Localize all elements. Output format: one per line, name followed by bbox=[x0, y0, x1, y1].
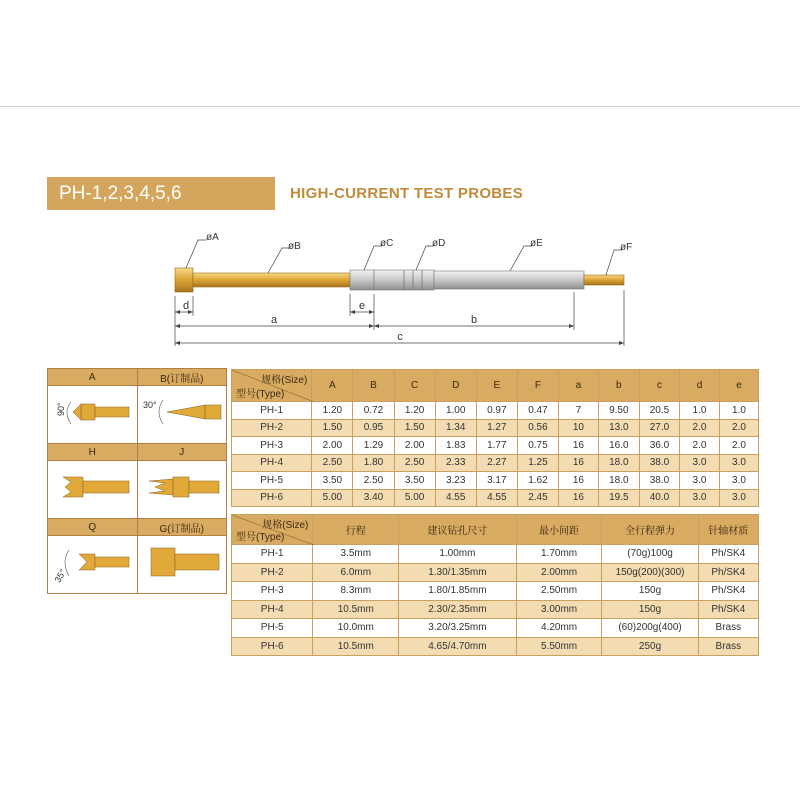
table-row bbox=[232, 582, 759, 601]
tip-b-angle: 30° bbox=[142, 400, 157, 410]
spec_table-col-header: b bbox=[598, 370, 639, 402]
table-row bbox=[232, 454, 759, 472]
table-row bbox=[232, 489, 759, 507]
performance-spec-table bbox=[231, 514, 759, 656]
table-cell: 2.00mm bbox=[516, 563, 602, 582]
table-cell: 36.0 bbox=[639, 437, 679, 455]
table-cell: 1.70mm bbox=[516, 545, 602, 564]
perf_table-col-header: 全行程弹力 bbox=[602, 515, 698, 545]
table-cell: 1.30/1.35mm bbox=[399, 563, 517, 582]
perf-corner-size: 规格(Size) bbox=[262, 520, 309, 531]
table-cell: 1.83 bbox=[435, 437, 476, 455]
table-cell: Ph/SK4 bbox=[698, 545, 758, 564]
table-cell: 0.56 bbox=[517, 419, 558, 437]
table-cell: 3.20/3.25mm bbox=[399, 619, 517, 638]
tip-j-image bbox=[137, 461, 227, 519]
table-cell: 10.5mm bbox=[313, 637, 399, 656]
table-cell: 3.23 bbox=[435, 472, 476, 490]
table-cell: 1.00 bbox=[435, 402, 476, 420]
row-type: PH-3 bbox=[232, 437, 312, 455]
row-type: PH-4 bbox=[232, 454, 312, 472]
table-cell: 1.25 bbox=[517, 454, 558, 472]
table-cell: 2.0 bbox=[680, 419, 720, 437]
table-cell: 10.0mm bbox=[313, 619, 399, 638]
perf-corner-type: 型号(Type) bbox=[236, 532, 285, 543]
spec_table-col-header: C bbox=[394, 370, 435, 402]
spec_table-col-header: D bbox=[435, 370, 476, 402]
label-f: øF bbox=[620, 242, 633, 253]
table-cell: 1.80/1.85mm bbox=[399, 582, 517, 601]
table-cell: 0.75 bbox=[517, 437, 558, 455]
spec_table-col-header: B bbox=[353, 370, 394, 402]
table-cell: 16 bbox=[558, 489, 598, 507]
table-cell: 10 bbox=[558, 419, 598, 437]
table-cell: 1.0 bbox=[680, 402, 720, 420]
table-cell: 16 bbox=[558, 454, 598, 472]
table-row bbox=[232, 472, 759, 490]
spec_table-col-header: c bbox=[639, 370, 679, 402]
tip-label-g: G(订制品) bbox=[137, 519, 227, 536]
row-type: PH-6 bbox=[232, 489, 312, 507]
spec-corner-size: 规格(Size) bbox=[261, 375, 308, 386]
label-e: øE bbox=[530, 238, 543, 249]
dimension-spec-table bbox=[231, 369, 759, 507]
row-type: PH-1 bbox=[232, 402, 312, 420]
table-cell: 1.50 bbox=[312, 419, 353, 437]
table-cell: 5.50mm bbox=[516, 637, 602, 656]
tip-a-angle: 90° bbox=[56, 402, 67, 416]
table-cell: (70g)100g bbox=[602, 545, 698, 564]
table-cell: 1.0 bbox=[719, 402, 758, 420]
table-cell: 2.50 bbox=[394, 454, 435, 472]
dim-a: a bbox=[270, 314, 278, 326]
row-type: PH-5 bbox=[232, 619, 313, 638]
table-row bbox=[232, 600, 759, 619]
table-cell: 3.0 bbox=[680, 489, 720, 507]
table-cell: (60)200g(400) bbox=[602, 619, 698, 638]
table-cell: 7 bbox=[558, 402, 598, 420]
tip-q-angle: 35° bbox=[52, 567, 69, 585]
table-cell: 13.0 bbox=[598, 419, 639, 437]
tip-g-image bbox=[137, 536, 227, 594]
table-cell: 2.0 bbox=[719, 437, 758, 455]
table-row bbox=[232, 419, 759, 437]
table-cell: 3.5mm bbox=[313, 545, 399, 564]
table-cell: 38.0 bbox=[639, 454, 679, 472]
table-cell: 2.27 bbox=[476, 454, 517, 472]
table-cell: 16.0 bbox=[598, 437, 639, 455]
row-type: PH-2 bbox=[232, 419, 312, 437]
table-cell: 8.3mm bbox=[313, 582, 399, 601]
row-type: PH-1 bbox=[232, 545, 313, 564]
table-cell: 16 bbox=[558, 472, 598, 490]
table-cell: Brass bbox=[698, 637, 758, 656]
row-type: PH-6 bbox=[232, 637, 313, 656]
spec-corner-header bbox=[232, 370, 312, 402]
spec-corner-type: 型号(Type) bbox=[236, 389, 285, 400]
tip-label-q: Q bbox=[48, 519, 138, 536]
table-cell: Ph/SK4 bbox=[698, 600, 758, 619]
tip-label-j: J bbox=[137, 444, 227, 461]
table-row bbox=[232, 437, 759, 455]
table-row bbox=[232, 619, 759, 638]
table-cell: 1.50 bbox=[394, 419, 435, 437]
table-cell: 2.00 bbox=[312, 437, 353, 455]
table-cell: 150g(200)(300) bbox=[602, 563, 698, 582]
table-cell: 3.0 bbox=[719, 454, 758, 472]
dim-d: d bbox=[182, 300, 190, 312]
table-cell: 0.72 bbox=[353, 402, 394, 420]
tip-styles-grid bbox=[47, 368, 227, 594]
table-cell: 2.50 bbox=[312, 454, 353, 472]
table-row bbox=[232, 545, 759, 564]
spec_table-col-header: e bbox=[719, 370, 758, 402]
table-cell: 1.34 bbox=[435, 419, 476, 437]
table-cell: 6.0mm bbox=[313, 563, 399, 582]
table-cell: 3.17 bbox=[476, 472, 517, 490]
table-cell: 2.00 bbox=[394, 437, 435, 455]
probe-tail-f bbox=[584, 275, 624, 285]
table-cell: 1.62 bbox=[517, 472, 558, 490]
table-cell: 3.0 bbox=[719, 472, 758, 490]
table-cell: Ph/SK4 bbox=[698, 582, 758, 601]
table-cell: 0.47 bbox=[517, 402, 558, 420]
perf_table-col-header: 建议钻孔尺寸 bbox=[399, 515, 517, 545]
table-cell: 3.0 bbox=[680, 454, 720, 472]
table-cell: 3.50 bbox=[312, 472, 353, 490]
label-a: øA bbox=[206, 232, 219, 243]
table-cell: 0.97 bbox=[476, 402, 517, 420]
table-cell: 19.5 bbox=[598, 489, 639, 507]
table-cell: 150g bbox=[602, 600, 698, 619]
table-cell: 4.65/4.70mm bbox=[399, 637, 517, 656]
perf_table-col-header: 针轴材质 bbox=[698, 515, 758, 545]
table-cell: 4.55 bbox=[476, 489, 517, 507]
perf_table-col-header: 行程 bbox=[313, 515, 399, 545]
probe-plunger-b bbox=[193, 273, 350, 287]
table-cell: 1.20 bbox=[394, 402, 435, 420]
table-row bbox=[232, 563, 759, 582]
table-cell: 40.0 bbox=[639, 489, 679, 507]
table-cell: 2.33 bbox=[435, 454, 476, 472]
table-cell: 3.0 bbox=[680, 472, 720, 490]
table-cell: 2.0 bbox=[719, 419, 758, 437]
table-cell: 4.55 bbox=[435, 489, 476, 507]
table-cell: 250g bbox=[602, 637, 698, 656]
table-cell: 18.0 bbox=[598, 472, 639, 490]
dim-c: c bbox=[397, 331, 403, 343]
label-b: øB bbox=[288, 241, 301, 252]
tip-a-image bbox=[48, 386, 138, 444]
table-cell: Brass bbox=[698, 619, 758, 638]
table-cell: 1.00mm bbox=[399, 545, 517, 564]
table-cell: 2.50mm bbox=[516, 582, 602, 601]
probe-barrel-c bbox=[350, 270, 374, 290]
probe-head-a bbox=[175, 268, 193, 292]
table-row bbox=[232, 637, 759, 656]
label-c: øC bbox=[380, 238, 394, 249]
tip-q-image bbox=[48, 536, 138, 594]
table-cell: 27.0 bbox=[639, 419, 679, 437]
table-cell: Ph/SK4 bbox=[698, 563, 758, 582]
table-cell: 2.30/2.35mm bbox=[399, 600, 517, 619]
row-type: PH-4 bbox=[232, 600, 313, 619]
probe-diagram bbox=[0, 0, 800, 360]
table-cell: 18.0 bbox=[598, 454, 639, 472]
tip-b-image bbox=[137, 386, 227, 444]
table-cell: 1.27 bbox=[476, 419, 517, 437]
table-cell: 1.29 bbox=[353, 437, 394, 455]
table-cell: 2.50 bbox=[353, 472, 394, 490]
table-cell: 5.00 bbox=[312, 489, 353, 507]
table-cell: 10.5mm bbox=[313, 600, 399, 619]
spec_table-col-header: d bbox=[680, 370, 720, 402]
dim-e: e bbox=[358, 300, 366, 312]
table-cell: 0.95 bbox=[353, 419, 394, 437]
dim-b: b bbox=[470, 314, 478, 326]
perf-corner-header bbox=[232, 515, 313, 545]
label-d: øD bbox=[432, 238, 446, 249]
spec_table-col-header: A bbox=[312, 370, 353, 402]
spec_table-col-header: a bbox=[558, 370, 598, 402]
model-title: PH-1,2,3,4,5,6 bbox=[59, 183, 182, 204]
table-cell: 3.0 bbox=[719, 489, 758, 507]
table-cell: 3.50 bbox=[394, 472, 435, 490]
tip-label-h: H bbox=[48, 444, 138, 461]
table-cell: 2.45 bbox=[517, 489, 558, 507]
table-cell: 20.5 bbox=[639, 402, 679, 420]
table-cell: 150g bbox=[602, 582, 698, 601]
row-type: PH-3 bbox=[232, 582, 313, 601]
spec_table-col-header: F bbox=[517, 370, 558, 402]
table-cell: 5.00 bbox=[394, 489, 435, 507]
tip-label-b: B(订制品) bbox=[137, 369, 227, 386]
tip-label-a: A bbox=[48, 369, 138, 386]
table-cell: 3.00mm bbox=[516, 600, 602, 619]
table-cell: 1.80 bbox=[353, 454, 394, 472]
table-cell: 9.50 bbox=[598, 402, 639, 420]
table-cell: 2.0 bbox=[680, 437, 720, 455]
tip-h-image bbox=[48, 461, 138, 519]
page-title: HIGH-CURRENT TEST PROBES bbox=[290, 185, 524, 202]
table-cell: 3.40 bbox=[353, 489, 394, 507]
table-cell: 16 bbox=[558, 437, 598, 455]
row-type: PH-5 bbox=[232, 472, 312, 490]
table-cell: 38.0 bbox=[639, 472, 679, 490]
row-type: PH-2 bbox=[232, 563, 313, 582]
table-row bbox=[232, 402, 759, 420]
perf_table-col-header: 最小间距 bbox=[516, 515, 602, 545]
probe-barrel-e bbox=[434, 271, 584, 289]
spec_table-col-header: E bbox=[476, 370, 517, 402]
table-cell: 1.20 bbox=[312, 402, 353, 420]
table-cell: 4.20mm bbox=[516, 619, 602, 638]
table-cell: 1.77 bbox=[476, 437, 517, 455]
